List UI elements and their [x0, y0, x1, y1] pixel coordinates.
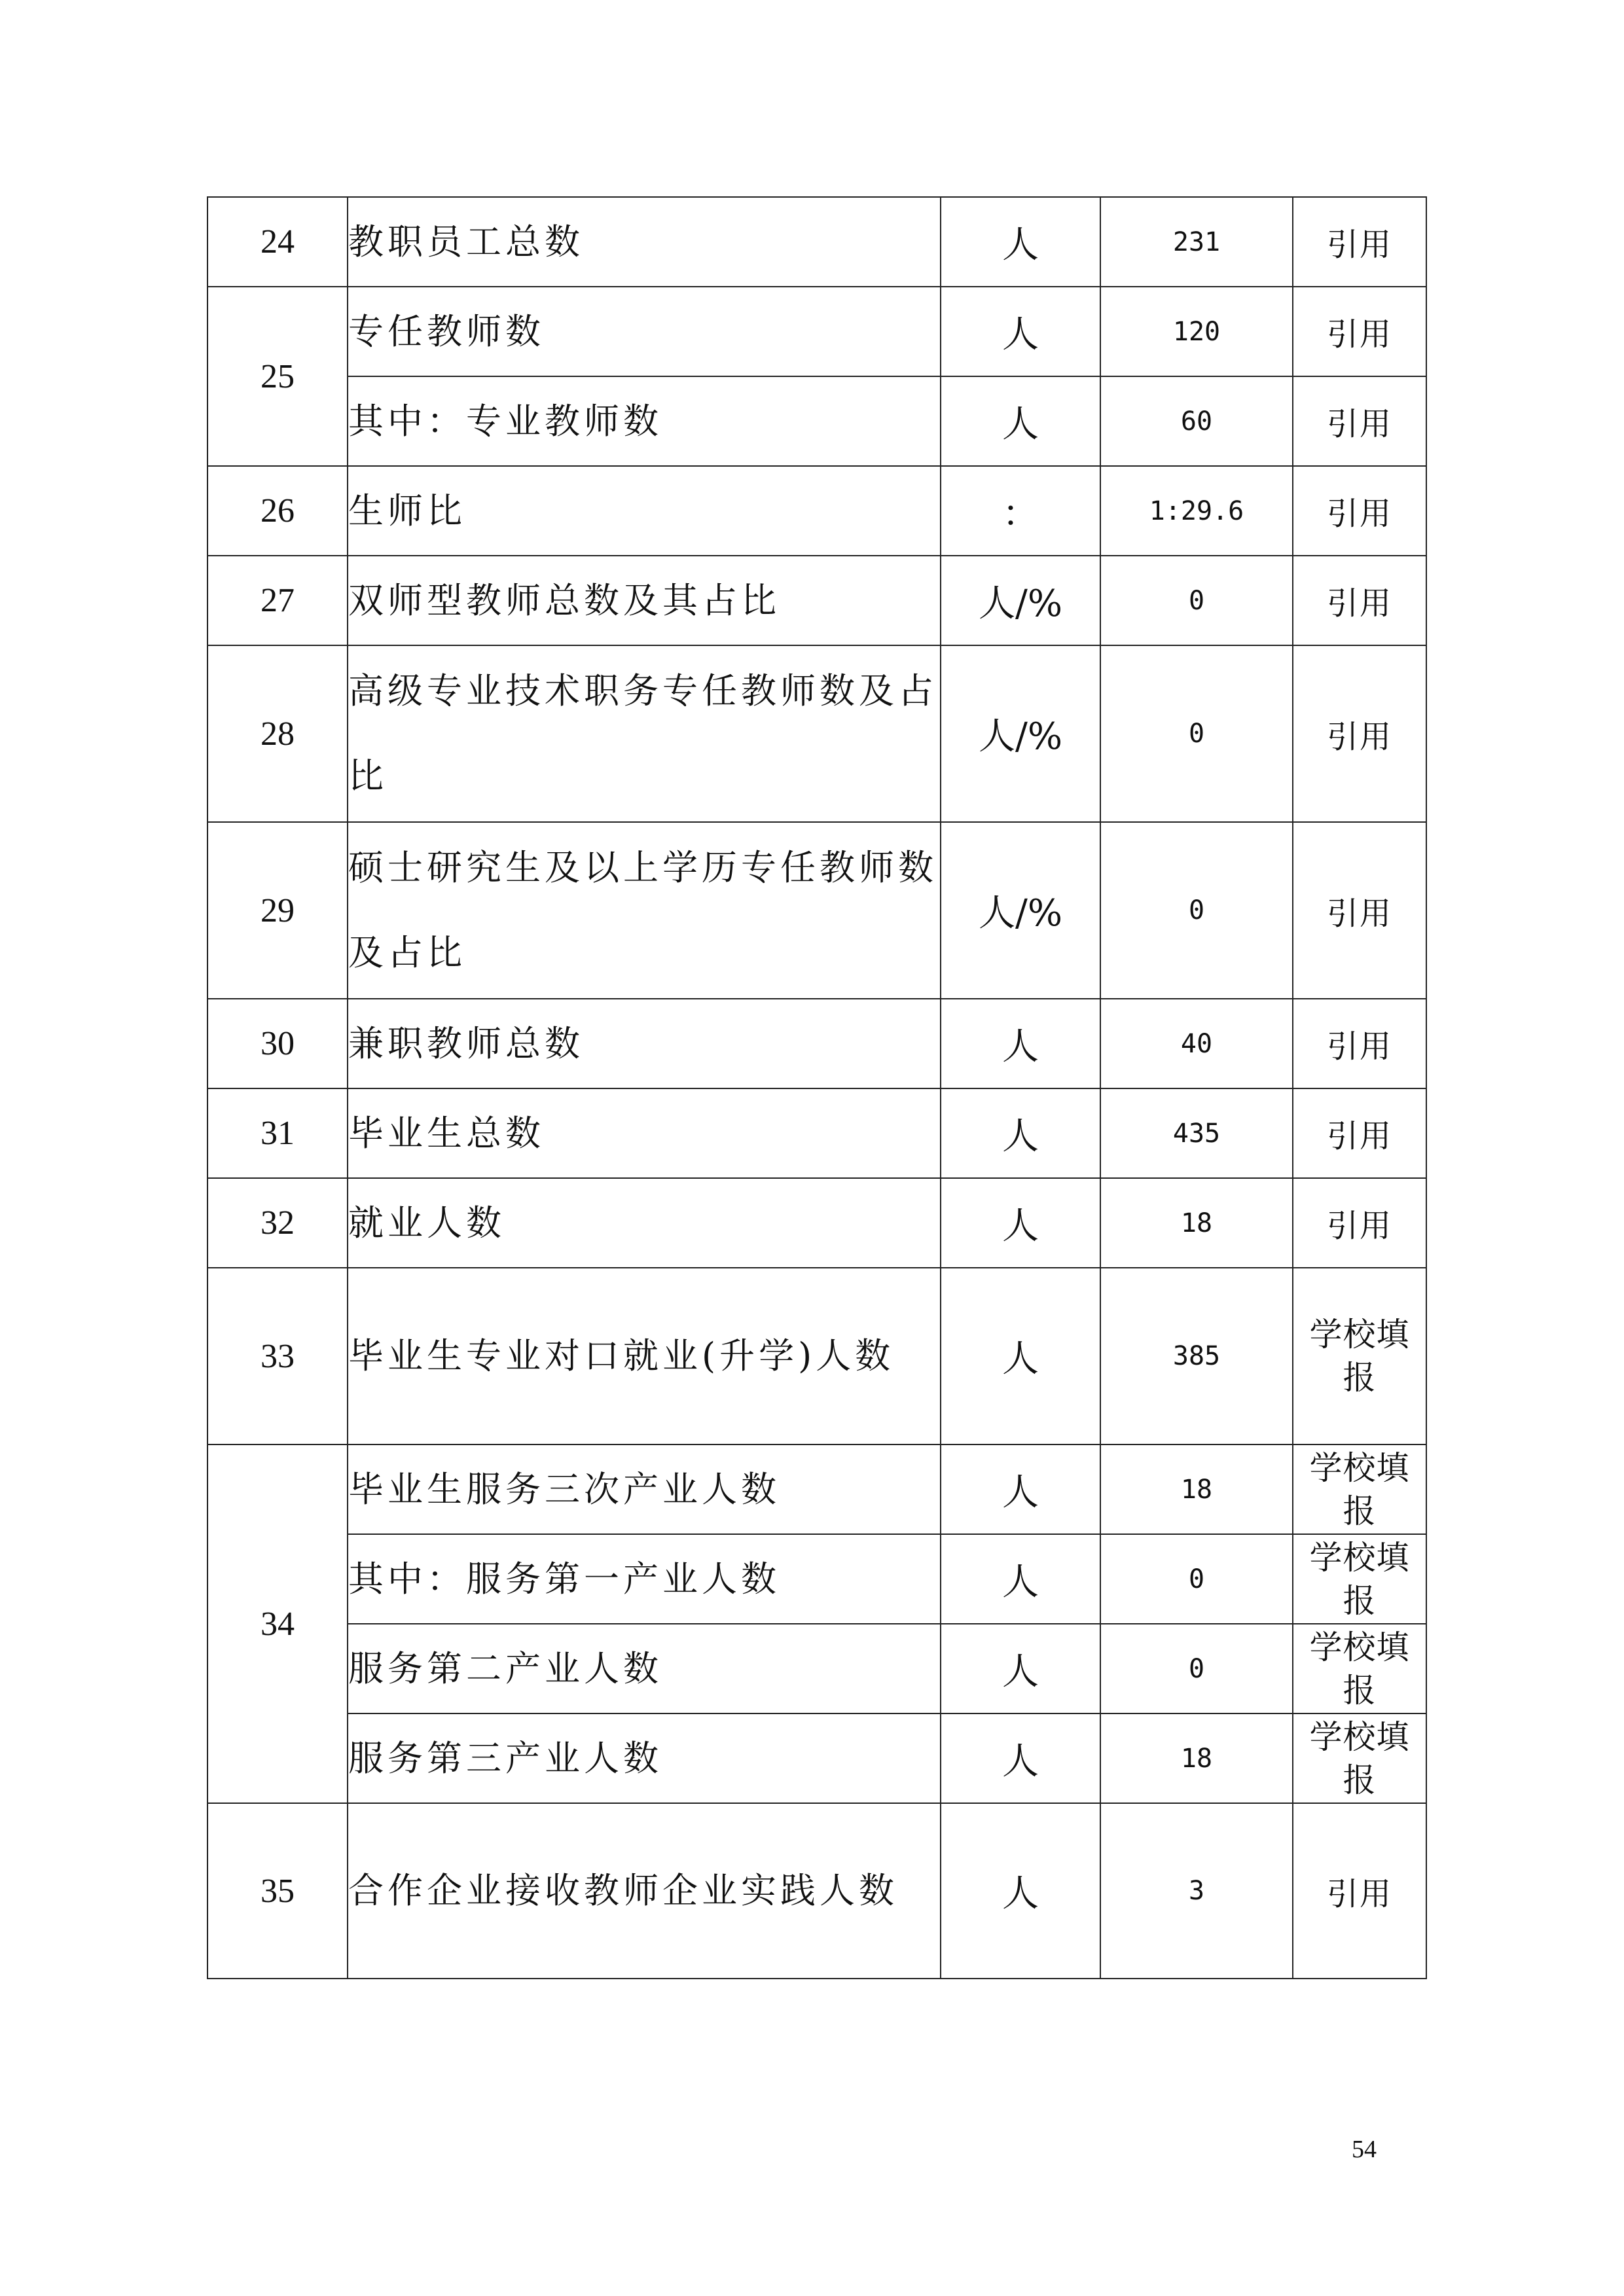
item-name: 教职员工总数: [348, 197, 941, 287]
source: 引用: [1293, 466, 1426, 556]
item-name: 硕士研究生及以上学历专任教师数及占比: [348, 822, 941, 999]
item-name: 就业人数: [348, 1178, 941, 1268]
unit: ：: [941, 466, 1100, 556]
table-row: [208, 287, 1426, 376]
source: 学校填报: [1293, 1534, 1426, 1624]
row-number: 27: [208, 556, 348, 645]
table-row: [208, 999, 1426, 1088]
item-name: 兼职教师总数: [348, 999, 941, 1088]
source: 学校填报: [1293, 1444, 1426, 1534]
unit: 人: [941, 999, 1100, 1088]
source: 引用: [1293, 376, 1426, 466]
table-row: [208, 197, 1426, 287]
source: 引用: [1293, 822, 1426, 999]
value: 0: [1100, 645, 1293, 822]
source: 学校填报: [1293, 1713, 1426, 1803]
row-number: 34: [208, 1444, 348, 1803]
value: 435: [1100, 1088, 1293, 1178]
value: 231: [1100, 197, 1293, 287]
source: 引用: [1293, 1178, 1426, 1268]
unit: 人: [941, 1178, 1100, 1268]
item-name: 毕业生服务三次产业人数: [348, 1444, 941, 1534]
value: 18: [1100, 1444, 1293, 1534]
table-row: [208, 1624, 1426, 1713]
row-number: 28: [208, 645, 348, 822]
source: 引用: [1293, 1803, 1426, 1979]
value: 60: [1100, 376, 1293, 466]
row-number: 25: [208, 287, 348, 466]
table-row: [208, 1178, 1426, 1268]
value: 0: [1100, 822, 1293, 999]
table-row: [208, 645, 1426, 822]
row-number: 24: [208, 197, 348, 287]
page-number: 54: [1352, 2136, 1377, 2163]
item-name: 毕业生总数: [348, 1088, 941, 1178]
item-name: 高级专业技术职务专任教师数及占比: [348, 645, 941, 822]
item-name: 服务第二产业人数: [348, 1624, 941, 1713]
value: 0: [1100, 1534, 1293, 1624]
value: 3: [1100, 1803, 1293, 1979]
unit: 人: [941, 197, 1100, 287]
item-name: 毕业生专业对口就业(升学)人数: [348, 1268, 941, 1444]
source: 引用: [1293, 556, 1426, 645]
row-number: 31: [208, 1088, 348, 1178]
unit: 人: [941, 376, 1100, 466]
row-number: 30: [208, 999, 348, 1088]
unit: 人/%: [941, 556, 1100, 645]
unit: 人/%: [941, 645, 1100, 822]
unit: 人: [941, 1624, 1100, 1713]
unit: 人: [941, 1713, 1100, 1803]
unit: 人: [941, 287, 1100, 376]
table-row: [208, 1534, 1426, 1624]
item-name: 生师比: [348, 466, 941, 556]
row-number: 26: [208, 466, 348, 556]
table-row: [208, 1713, 1426, 1803]
table-row: [208, 1803, 1426, 1979]
table-row: [208, 822, 1426, 999]
row-number: 29: [208, 822, 348, 999]
source: 引用: [1293, 999, 1426, 1088]
unit: 人: [941, 1803, 1100, 1979]
source: 引用: [1293, 287, 1426, 376]
item-name: 合作企业接收教师企业实践人数: [348, 1803, 941, 1979]
value: 1:29.6: [1100, 466, 1293, 556]
source: 引用: [1293, 197, 1426, 287]
value: 18: [1100, 1713, 1293, 1803]
value: 0: [1100, 1624, 1293, 1713]
table-row: [208, 1088, 1426, 1178]
table-row: [208, 376, 1426, 466]
unit: 人: [941, 1268, 1100, 1444]
row-number: 33: [208, 1268, 348, 1444]
item-name: 服务第三产业人数: [348, 1713, 941, 1803]
value: 0: [1100, 556, 1293, 645]
item-name: 专任教师数: [348, 287, 941, 376]
row-number: 35: [208, 1803, 348, 1979]
value: 385: [1100, 1268, 1293, 1444]
indicator-table: [207, 196, 1427, 1979]
unit: 人: [941, 1444, 1100, 1534]
source: 引用: [1293, 1088, 1426, 1178]
source: 学校填报: [1293, 1624, 1426, 1713]
table-row: [208, 466, 1426, 556]
unit: 人: [941, 1534, 1100, 1624]
unit: 人: [941, 1088, 1100, 1178]
row-number: 32: [208, 1178, 348, 1268]
source: 学校填报: [1293, 1268, 1426, 1444]
item-name: 其中：服务第一产业人数: [348, 1534, 941, 1624]
table-row: [208, 1444, 1426, 1534]
source: 引用: [1293, 645, 1426, 822]
unit: 人/%: [941, 822, 1100, 999]
item-name: 其中：专业教师数: [348, 376, 941, 466]
value: 18: [1100, 1178, 1293, 1268]
value: 120: [1100, 287, 1293, 376]
table-row: [208, 556, 1426, 645]
item-name: 双师型教师总数及其占比: [348, 556, 941, 645]
table-row: [208, 1268, 1426, 1444]
value: 40: [1100, 999, 1293, 1088]
